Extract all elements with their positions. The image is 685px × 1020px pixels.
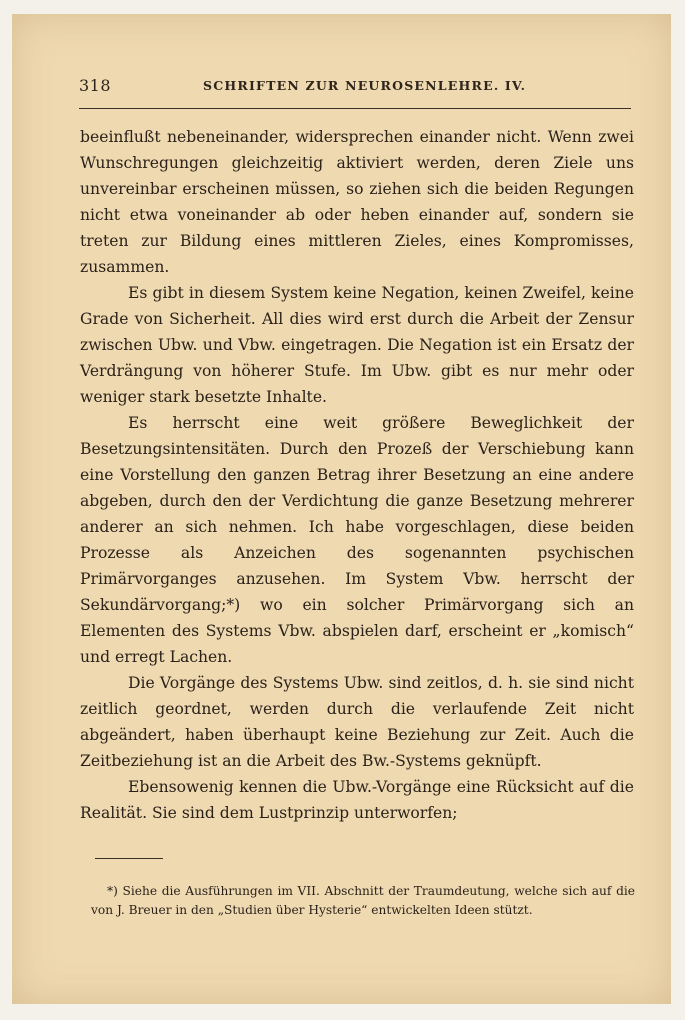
paragraph-4: Die Vorgänge des Systems Ubw. sind zeitlos, d. h. sie sind nicht zeitlich geordnet, werden durch die verlaufende Zeit nicht abgeändert, haben überhaupt keine Beziehung zur Zeit. Auch die Zeitbeziehung ist an die Arbeit des Bw.-Systems geknüpft. [80, 674, 634, 770]
paragraph-1: beeinflußt nebeneinander, widersprechen einander nicht. Wenn zwei Wunschregungen gleichzeitig aktiviert werden, deren Ziele uns unvereinbar erscheinen müssen, so ziehen sich die beiden Regungen nicht etwa voneinander ab oder heben einander auf, sondern sie treten zur Bildung eines mittleren Zieles, eines Kompromisses, zusammen. [80, 128, 634, 276]
paragraph-2: Es gibt in diesem System keine Negation, keinen Zweifel, keine Grade von Sicherheit. All dies wird erst durch die Arbeit der Zensur zwischen Ubw. und Vbw. eingetragen. Die Negation ist ein Ersatz der Verdrängung von höherer Stufe. Im Ubw. gibt es nur mehr oder weniger stark besetzte Inhalte. [80, 284, 634, 406]
page-number: 318 [79, 76, 112, 95]
page-header [79, 76, 631, 98]
running-title: SCHRIFTEN ZUR NEUROSENLEHRE. IV. [203, 78, 527, 93]
header-rule [79, 108, 631, 109]
footnote-rule [95, 858, 163, 859]
paragraph-5: Ebensowenig kennen die Ubw.-Vorgänge eine Rücksicht auf die Realität. Sie sind dem Lustprinzip unterworfen; [80, 778, 634, 822]
paragraph-3: Es herrscht eine weit größere Beweglichkeit der Besetzungsintensitäten. Durch den Prozeß der Verschiebung kann eine Vorstellung den ganzen Betrag ihrer Besetzung an eine andere abgeben, durch den der Verdichtung die ganze Besetzung mehrerer anderer an sich nehmen. Ich habe vorgeschlagen, diese beiden Prozesse als Anzeichen des sogenannten psychischen Primärvorganges anzusehen. Im System Vbw. herrscht der Sekundärvorgang;*) wo ein solcher Primärvorgang sich an Elementen des Systems Vbw. abspielen darf, erscheint er „komisch“ und erregt Lachen. [80, 414, 634, 666]
footnote: *) Siehe die Ausführungen im VII. Abschnitt der Traumdeutung, welche sich auf die von J. Breuer in den „Studien über Hysterie“ entwickelten Ideen stützt. [91, 884, 635, 918]
body-text [80, 124, 634, 826]
